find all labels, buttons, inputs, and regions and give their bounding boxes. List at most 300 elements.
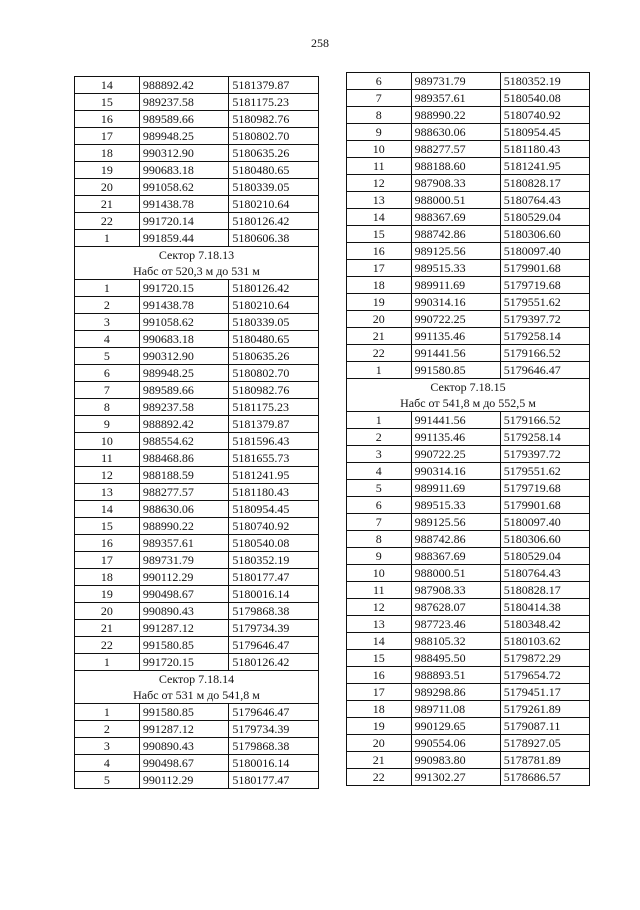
y-coordinate-cell: 5179901.68	[500, 260, 589, 277]
table-row	[347, 735, 590, 752]
y-coordinate-cell: 5180764.43	[500, 192, 589, 209]
point-number-cell: 16	[75, 535, 140, 552]
y-coordinate-cell: 5179654.72	[500, 667, 589, 684]
table-row	[347, 226, 590, 243]
y-coordinate-cell: 5180529.04	[500, 209, 589, 226]
x-coordinate-cell: 987908.33	[411, 582, 500, 599]
x-coordinate-cell: 991135.46	[411, 429, 500, 446]
y-coordinate-cell: 5180529.04	[500, 548, 589, 565]
sector-title: Сектор 7.18.15	[347, 379, 590, 396]
sector-title-row	[347, 379, 590, 396]
y-coordinate-cell: 5180802.70	[229, 365, 319, 382]
table-row	[75, 586, 319, 603]
table-row	[347, 175, 590, 192]
x-coordinate-cell: 990722.25	[411, 446, 500, 463]
x-coordinate-cell: 989357.61	[139, 535, 229, 552]
y-coordinate-cell: 5180016.14	[229, 755, 319, 772]
y-coordinate-cell: 5180126.42	[229, 213, 319, 230]
x-coordinate-cell: 991058.62	[139, 314, 229, 331]
table-row	[347, 73, 590, 90]
x-coordinate-cell: 990890.43	[139, 603, 229, 620]
table-row	[347, 514, 590, 531]
x-coordinate-cell: 988188.60	[411, 158, 500, 175]
point-number-cell: 17	[347, 260, 412, 277]
table-row	[347, 548, 590, 565]
point-number-cell: 8	[75, 399, 140, 416]
table-row	[75, 518, 319, 535]
x-coordinate-cell: 990683.18	[139, 331, 229, 348]
table-row	[75, 331, 319, 348]
x-coordinate-cell: 990722.25	[411, 311, 500, 328]
y-coordinate-cell: 5180480.65	[229, 331, 319, 348]
y-coordinate-cell: 5179719.68	[500, 277, 589, 294]
table-row	[75, 348, 319, 365]
point-number-cell: 1	[347, 412, 412, 429]
y-coordinate-cell: 5180306.60	[500, 226, 589, 243]
point-number-cell: 21	[75, 620, 140, 637]
point-number-cell: 15	[75, 94, 140, 111]
y-coordinate-cell: 5179258.14	[500, 429, 589, 446]
y-coordinate-cell: 5179551.62	[500, 294, 589, 311]
x-coordinate-cell: 990498.67	[139, 586, 229, 603]
point-number-cell: 13	[347, 616, 412, 633]
table-row	[75, 772, 319, 789]
x-coordinate-cell: 989357.61	[411, 90, 500, 107]
point-number-cell: 17	[347, 684, 412, 701]
x-coordinate-cell: 990683.18	[139, 162, 229, 179]
point-number-cell: 1	[75, 654, 140, 671]
y-coordinate-cell: 5180210.64	[229, 297, 319, 314]
y-coordinate-cell: 5180828.17	[500, 582, 589, 599]
x-coordinate-cell: 991580.85	[139, 637, 229, 654]
y-coordinate-cell: 5179734.39	[229, 721, 319, 738]
x-coordinate-cell: 991058.62	[139, 179, 229, 196]
table-row	[75, 535, 319, 552]
table-row	[347, 124, 590, 141]
x-coordinate-cell: 989948.25	[139, 128, 229, 145]
y-coordinate-cell: 5179451.17	[500, 684, 589, 701]
table-row	[347, 328, 590, 345]
table-row	[75, 467, 319, 484]
x-coordinate-cell: 989711.08	[411, 701, 500, 718]
table-row	[75, 162, 319, 179]
y-coordinate-cell: 5180635.26	[229, 348, 319, 365]
point-number-cell: 22	[347, 769, 412, 786]
x-coordinate-cell: 990314.16	[411, 463, 500, 480]
point-number-cell: 15	[75, 518, 140, 535]
table-row	[347, 243, 590, 260]
table-row	[347, 650, 590, 667]
y-coordinate-cell: 5179261.89	[500, 701, 589, 718]
point-number-cell: 22	[347, 345, 412, 362]
table-row	[75, 280, 319, 297]
x-coordinate-cell: 991580.85	[411, 362, 500, 379]
table-row	[75, 230, 319, 247]
table-row	[347, 497, 590, 514]
point-number-cell: 5	[347, 480, 412, 497]
x-coordinate-cell: 988277.57	[411, 141, 500, 158]
point-number-cell: 7	[347, 514, 412, 531]
x-coordinate-cell: 988892.42	[139, 416, 229, 433]
y-coordinate-cell: 5180339.05	[229, 314, 319, 331]
table-row	[75, 755, 319, 772]
point-number-cell: 4	[75, 755, 140, 772]
table-row	[347, 362, 590, 379]
point-number-cell: 7	[347, 90, 412, 107]
table-row	[347, 260, 590, 277]
table-row	[347, 531, 590, 548]
table-row	[347, 412, 590, 429]
table-row	[75, 213, 319, 230]
x-coordinate-cell: 987628.07	[411, 599, 500, 616]
y-coordinate-cell: 5179166.52	[500, 345, 589, 362]
x-coordinate-cell: 991438.78	[139, 196, 229, 213]
table-row	[347, 277, 590, 294]
coordinates-table-left	[74, 76, 319, 789]
table-row	[75, 620, 319, 637]
point-number-cell: 5	[75, 772, 140, 789]
x-coordinate-cell: 988188.59	[139, 467, 229, 484]
point-number-cell: 11	[75, 450, 140, 467]
y-coordinate-cell: 5179397.72	[500, 311, 589, 328]
sector-title: Сектор 7.18.14	[75, 671, 319, 688]
y-coordinate-cell: 5178927.05	[500, 735, 589, 752]
x-coordinate-cell: 989948.25	[139, 365, 229, 382]
x-coordinate-cell: 989298.86	[411, 684, 500, 701]
table-row	[75, 569, 319, 586]
point-number-cell: 2	[75, 297, 140, 314]
point-number-cell: 9	[347, 548, 412, 565]
y-coordinate-cell: 5179087.11	[500, 718, 589, 735]
y-coordinate-cell: 5180540.08	[500, 90, 589, 107]
table-row	[75, 179, 319, 196]
point-number-cell: 20	[75, 603, 140, 620]
y-coordinate-cell: 5180016.14	[229, 586, 319, 603]
table-row	[347, 209, 590, 226]
x-coordinate-cell: 989731.79	[411, 73, 500, 90]
table-row	[347, 429, 590, 446]
point-number-cell: 14	[347, 209, 412, 226]
y-coordinate-cell: 5178686.57	[500, 769, 589, 786]
table-row	[75, 94, 319, 111]
sector-title: Сектор 7.18.13	[75, 247, 319, 264]
point-number-cell: 19	[75, 586, 140, 603]
x-coordinate-cell: 990498.67	[139, 755, 229, 772]
table-row	[75, 654, 319, 671]
point-number-cell: 14	[75, 77, 140, 94]
x-coordinate-cell: 991859.44	[139, 230, 229, 247]
x-coordinate-cell: 988105.32	[411, 633, 500, 650]
y-coordinate-cell: 5180982.76	[229, 382, 319, 399]
x-coordinate-cell: 989731.79	[139, 552, 229, 569]
x-coordinate-cell: 990983.80	[411, 752, 500, 769]
y-coordinate-cell: 5180480.65	[229, 162, 319, 179]
y-coordinate-cell: 5180982.76	[229, 111, 319, 128]
y-coordinate-cell: 5179646.47	[500, 362, 589, 379]
table-row	[75, 111, 319, 128]
table-row	[347, 90, 590, 107]
x-coordinate-cell: 988468.86	[139, 450, 229, 467]
point-number-cell: 18	[347, 701, 412, 718]
table-row	[347, 463, 590, 480]
sector-range: Набс от 520,3 м до 531 м	[75, 263, 319, 280]
x-coordinate-cell: 988630.06	[411, 124, 500, 141]
point-number-cell: 12	[347, 599, 412, 616]
x-coordinate-cell: 990312.90	[139, 348, 229, 365]
y-coordinate-cell: 5180606.38	[229, 230, 319, 247]
table-row	[75, 145, 319, 162]
point-number-cell: 17	[75, 128, 140, 145]
point-number-cell: 12	[75, 467, 140, 484]
y-coordinate-cell: 5179734.39	[229, 620, 319, 637]
y-coordinate-cell: 5180097.40	[500, 243, 589, 260]
x-coordinate-cell: 989911.69	[411, 480, 500, 497]
x-coordinate-cell: 988367.69	[411, 548, 500, 565]
sector-range-row	[75, 263, 319, 280]
table-row	[347, 752, 590, 769]
point-number-cell: 13	[347, 192, 412, 209]
table-row	[75, 399, 319, 416]
table-row	[347, 582, 590, 599]
table-row	[75, 416, 319, 433]
x-coordinate-cell: 991580.85	[139, 704, 229, 721]
table-row	[347, 599, 590, 616]
point-number-cell: 16	[347, 243, 412, 260]
y-coordinate-cell: 5180348.42	[500, 616, 589, 633]
point-number-cell: 6	[75, 365, 140, 382]
point-number-cell: 18	[75, 145, 140, 162]
y-coordinate-cell: 5181379.87	[229, 77, 319, 94]
y-coordinate-cell: 5181241.95	[500, 158, 589, 175]
y-coordinate-cell: 5180103.62	[500, 633, 589, 650]
point-number-cell: 22	[75, 637, 140, 654]
table-row	[347, 633, 590, 650]
y-coordinate-cell: 5180828.17	[500, 175, 589, 192]
y-coordinate-cell: 5181175.23	[229, 94, 319, 111]
x-coordinate-cell: 988990.22	[139, 518, 229, 535]
y-coordinate-cell: 5181655.73	[229, 450, 319, 467]
x-coordinate-cell: 991441.56	[411, 345, 500, 362]
point-number-cell: 9	[347, 124, 412, 141]
x-coordinate-cell: 989515.33	[411, 260, 500, 277]
table-row	[347, 107, 590, 124]
table-row	[347, 192, 590, 209]
table-row	[347, 345, 590, 362]
y-coordinate-cell: 5180177.47	[229, 569, 319, 586]
y-coordinate-cell: 5180126.42	[229, 280, 319, 297]
y-coordinate-cell: 5180802.70	[229, 128, 319, 145]
x-coordinate-cell: 988367.69	[411, 209, 500, 226]
point-number-cell: 1	[347, 362, 412, 379]
y-coordinate-cell: 5180764.43	[500, 565, 589, 582]
y-coordinate-cell: 5181175.23	[229, 399, 319, 416]
point-number-cell: 20	[347, 311, 412, 328]
x-coordinate-cell: 991441.56	[411, 412, 500, 429]
y-coordinate-cell: 5180177.47	[229, 772, 319, 789]
point-number-cell: 20	[347, 735, 412, 752]
point-number-cell: 3	[75, 314, 140, 331]
x-coordinate-cell: 988495.50	[411, 650, 500, 667]
point-number-cell: 8	[347, 107, 412, 124]
sector-range-row	[75, 687, 319, 704]
point-number-cell: 19	[75, 162, 140, 179]
x-coordinate-cell: 989125.56	[411, 243, 500, 260]
right-coordinates-column	[346, 72, 590, 786]
point-number-cell: 1	[75, 230, 140, 247]
x-coordinate-cell: 988000.51	[411, 565, 500, 582]
y-coordinate-cell: 5180352.19	[229, 552, 319, 569]
point-number-cell: 17	[75, 552, 140, 569]
x-coordinate-cell: 989237.58	[139, 94, 229, 111]
x-coordinate-cell: 987908.33	[411, 175, 500, 192]
point-number-cell: 19	[347, 294, 412, 311]
table-row	[75, 738, 319, 755]
y-coordinate-cell: 5180306.60	[500, 531, 589, 548]
point-number-cell: 3	[75, 738, 140, 755]
table-row	[347, 616, 590, 633]
x-coordinate-cell: 990112.29	[139, 569, 229, 586]
x-coordinate-cell: 991720.15	[139, 280, 229, 297]
point-number-cell: 22	[75, 213, 140, 230]
point-number-cell: 16	[347, 667, 412, 684]
table-row	[75, 128, 319, 145]
x-coordinate-cell: 990314.16	[411, 294, 500, 311]
x-coordinate-cell: 988892.42	[139, 77, 229, 94]
point-number-cell: 13	[75, 484, 140, 501]
x-coordinate-cell: 989237.58	[139, 399, 229, 416]
table-row	[75, 365, 319, 382]
y-coordinate-cell: 5179872.29	[500, 650, 589, 667]
y-coordinate-cell: 5181180.43	[229, 484, 319, 501]
y-coordinate-cell: 5178781.89	[500, 752, 589, 769]
point-number-cell: 7	[75, 382, 140, 399]
page-number: 258	[311, 36, 329, 50]
point-number-cell: 14	[347, 633, 412, 650]
x-coordinate-cell: 989911.69	[411, 277, 500, 294]
table-row	[75, 297, 319, 314]
point-number-cell: 2	[75, 721, 140, 738]
point-number-cell: 10	[347, 141, 412, 158]
table-row	[347, 667, 590, 684]
y-coordinate-cell: 5180097.40	[500, 514, 589, 531]
point-number-cell: 10	[347, 565, 412, 582]
table-row	[75, 382, 319, 399]
point-number-cell: 15	[347, 650, 412, 667]
point-number-cell: 18	[347, 277, 412, 294]
table-row	[75, 484, 319, 501]
x-coordinate-cell: 990129.65	[411, 718, 500, 735]
y-coordinate-cell: 5180414.38	[500, 599, 589, 616]
left-coordinates-column	[74, 76, 319, 789]
table-row	[75, 501, 319, 518]
point-number-cell: 21	[347, 752, 412, 769]
x-coordinate-cell: 991287.12	[139, 721, 229, 738]
table-row	[75, 450, 319, 467]
x-coordinate-cell: 988630.06	[139, 501, 229, 518]
table-row	[75, 637, 319, 654]
point-number-cell: 3	[347, 446, 412, 463]
x-coordinate-cell: 988742.86	[411, 531, 500, 548]
table-row	[75, 552, 319, 569]
y-coordinate-cell: 5180210.64	[229, 196, 319, 213]
coordinates-table-right	[346, 72, 590, 786]
y-coordinate-cell: 5180954.45	[229, 501, 319, 518]
point-number-cell: 14	[75, 501, 140, 518]
y-coordinate-cell: 5179166.52	[500, 412, 589, 429]
point-number-cell: 18	[75, 569, 140, 586]
point-number-cell: 1	[75, 280, 140, 297]
sector-title-row	[75, 671, 319, 688]
x-coordinate-cell: 991302.27	[411, 769, 500, 786]
y-coordinate-cell: 5180954.45	[500, 124, 589, 141]
point-number-cell: 1	[75, 704, 140, 721]
table-row	[347, 684, 590, 701]
table-row	[347, 294, 590, 311]
sector-title-row	[75, 247, 319, 264]
y-coordinate-cell: 5179868.38	[229, 603, 319, 620]
table-row	[75, 314, 319, 331]
y-coordinate-cell: 5180339.05	[229, 179, 319, 196]
x-coordinate-cell: 990312.90	[139, 145, 229, 162]
point-number-cell: 5	[75, 348, 140, 365]
point-number-cell: 19	[347, 718, 412, 735]
table-row	[347, 701, 590, 718]
table-row	[347, 769, 590, 786]
point-number-cell: 11	[347, 582, 412, 599]
point-number-cell: 8	[347, 531, 412, 548]
y-coordinate-cell: 5179551.62	[500, 463, 589, 480]
x-coordinate-cell: 989589.66	[139, 111, 229, 128]
point-number-cell: 16	[75, 111, 140, 128]
x-coordinate-cell: 988554.62	[139, 433, 229, 450]
x-coordinate-cell: 989589.66	[139, 382, 229, 399]
y-coordinate-cell: 5180740.92	[229, 518, 319, 535]
x-coordinate-cell: 991135.46	[411, 328, 500, 345]
x-coordinate-cell: 991438.78	[139, 297, 229, 314]
x-coordinate-cell: 988893.51	[411, 667, 500, 684]
x-coordinate-cell: 990554.06	[411, 735, 500, 752]
y-coordinate-cell: 5181241.95	[229, 467, 319, 484]
sector-range: Набс от 541,8 м до 552,5 м	[347, 395, 590, 412]
point-number-cell: 6	[347, 497, 412, 514]
y-coordinate-cell: 5181596.43	[229, 433, 319, 450]
x-coordinate-cell: 989515.33	[411, 497, 500, 514]
point-number-cell: 21	[347, 328, 412, 345]
table-row	[347, 311, 590, 328]
x-coordinate-cell: 988742.86	[411, 226, 500, 243]
x-coordinate-cell: 991720.15	[139, 654, 229, 671]
table-row	[75, 77, 319, 94]
x-coordinate-cell: 991287.12	[139, 620, 229, 637]
y-coordinate-cell: 5179258.14	[500, 328, 589, 345]
table-row	[347, 480, 590, 497]
table-row	[347, 141, 590, 158]
y-coordinate-cell: 5179868.38	[229, 738, 319, 755]
table-row	[347, 565, 590, 582]
point-number-cell: 2	[347, 429, 412, 446]
table-row	[75, 704, 319, 721]
x-coordinate-cell: 988277.57	[139, 484, 229, 501]
y-coordinate-cell: 5181379.87	[229, 416, 319, 433]
point-number-cell: 4	[75, 331, 140, 348]
y-coordinate-cell: 5179397.72	[500, 446, 589, 463]
x-coordinate-cell: 990890.43	[139, 738, 229, 755]
point-number-cell: 15	[347, 226, 412, 243]
x-coordinate-cell: 988000.51	[411, 192, 500, 209]
table-row	[347, 158, 590, 175]
sector-range: Набс от 531 м до 541,8 м	[75, 687, 319, 704]
table-row	[75, 196, 319, 213]
